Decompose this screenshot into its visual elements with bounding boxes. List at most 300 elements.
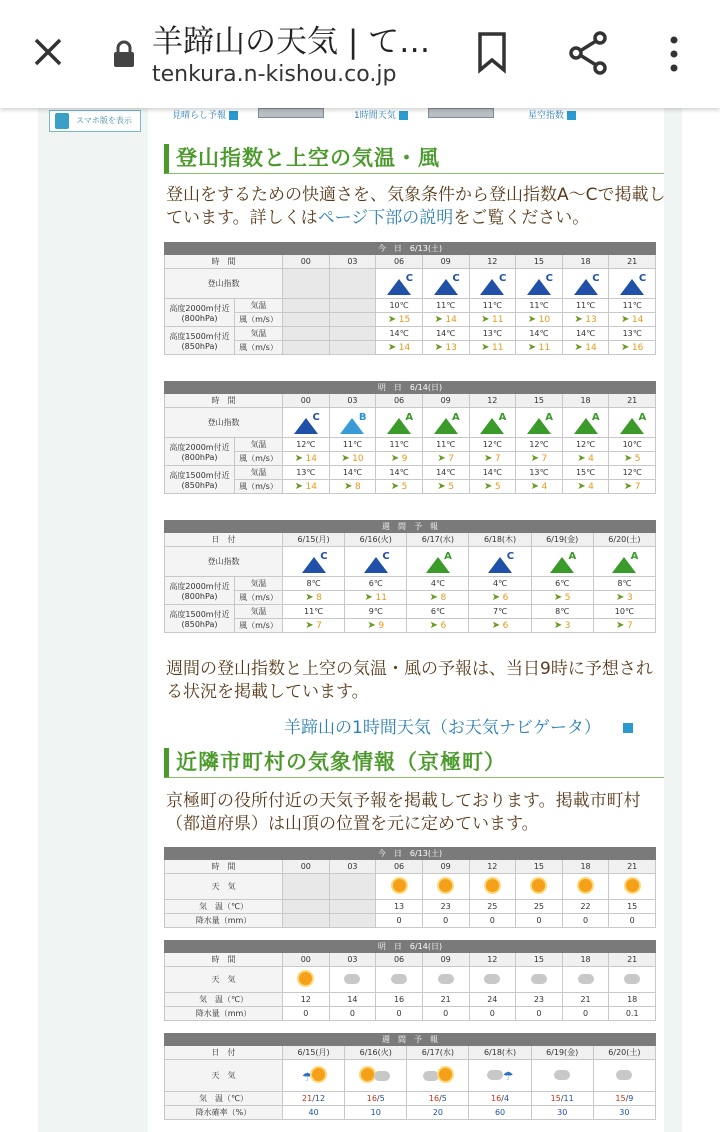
wind-arrow-icon: ➤ xyxy=(434,342,443,353)
row-label: 降水量（mm） xyxy=(165,1007,283,1021)
cell: 14℃ xyxy=(376,327,423,341)
cell: 10℃ xyxy=(593,605,655,619)
table-header xyxy=(165,521,656,533)
cell xyxy=(283,408,330,438)
wind-speed: 7 xyxy=(448,454,455,464)
arrow-icon xyxy=(623,723,633,733)
wind-arrow-icon: ➤ xyxy=(553,620,563,631)
sun-icon xyxy=(486,879,499,892)
column-head: 6/16(火) xyxy=(345,533,407,547)
row-label: 時 間 xyxy=(165,860,283,874)
cell xyxy=(516,452,563,466)
close-icon[interactable] xyxy=(30,34,66,70)
cell: 13℃ xyxy=(283,466,330,480)
row-label: 気 温（℃） xyxy=(165,900,283,914)
cell xyxy=(531,547,593,577)
column-head: 03 xyxy=(329,255,376,269)
cell xyxy=(283,967,330,993)
cell: 25 xyxy=(516,900,563,914)
column-head: 15 xyxy=(516,860,563,874)
cell: 12℃ xyxy=(562,438,609,452)
row-label: 風（m/s） xyxy=(235,341,283,355)
cell xyxy=(593,1060,655,1092)
column-head: 15 xyxy=(516,255,563,269)
wind-speed: 13 xyxy=(585,315,597,325)
cell: 12℃ xyxy=(283,438,330,452)
wind-arrow-icon: ➤ xyxy=(483,453,493,464)
wind-speed: 8 xyxy=(440,593,447,603)
wind-speed: 11 xyxy=(538,343,551,353)
table-header-cell: 週 間 予 報 xyxy=(165,1034,656,1046)
table-row xyxy=(165,480,656,494)
mountain-index-icon: A xyxy=(432,412,460,434)
cell xyxy=(283,341,330,355)
column-head: 00 xyxy=(283,860,330,874)
explanation-link[interactable]: ページ下部の説明 xyxy=(317,208,454,228)
cloud-icon xyxy=(484,974,500,984)
column-head: 21 xyxy=(609,394,656,408)
cell xyxy=(283,452,330,466)
wind-speed: 8 xyxy=(316,593,322,603)
wind-arrow-icon: ➤ xyxy=(616,592,625,603)
cell: 11℃ xyxy=(469,299,516,313)
column-head: 6/18(木) xyxy=(469,1046,531,1060)
cell: 13℃ xyxy=(469,327,516,341)
wind-arrow-icon: ➤ xyxy=(305,592,314,603)
row-label: 高度1500m付近 (850hPa) xyxy=(165,466,235,494)
column-head: 6/15(月) xyxy=(283,1046,345,1060)
column-head: 6/20(土) xyxy=(593,533,655,547)
temp-high: 16 xyxy=(366,1094,377,1103)
wind-arrow-icon: ➤ xyxy=(364,592,373,603)
column-head: 6/16(火) xyxy=(345,1046,407,1060)
wind-speed: 9 xyxy=(378,621,385,631)
mountain-index-icon: C xyxy=(385,273,413,295)
cell: 7℃ xyxy=(469,605,531,619)
cell: 8℃ xyxy=(283,577,345,591)
wind-arrow-icon: ➤ xyxy=(390,481,400,492)
wind-arrow-icon: ➤ xyxy=(527,342,537,353)
wind-speed: 7 xyxy=(316,621,322,631)
row-label: 気温 xyxy=(235,438,283,452)
share-icon[interactable] xyxy=(566,30,610,76)
more-icon[interactable] xyxy=(662,34,686,74)
table-header-cell: 週 間 予 報 xyxy=(165,521,656,533)
wind-arrow-icon: ➤ xyxy=(553,592,563,603)
cell xyxy=(376,874,423,900)
bookmark-icon[interactable] xyxy=(474,30,510,74)
wind-arrow-icon: ➤ xyxy=(491,620,501,631)
town-table-tomorrow xyxy=(164,940,656,1021)
cell xyxy=(329,914,376,928)
wind-arrow-icon: ➤ xyxy=(574,314,583,325)
row-label: 時 間 xyxy=(165,953,283,967)
column-head: 12 xyxy=(469,860,516,874)
cell: 12℃ xyxy=(609,466,656,480)
wind-arrow-icon: ➤ xyxy=(434,314,443,325)
section-heading-mountain: 登山指数と上空の気温・風 xyxy=(164,144,664,174)
cell xyxy=(329,408,376,438)
row-label: 風（m/s） xyxy=(235,313,283,327)
row-label: 登山指数 xyxy=(165,269,283,299)
column-head: 03 xyxy=(329,394,376,408)
wind-speed: 7 xyxy=(541,454,548,464)
cell xyxy=(283,1060,345,1092)
row-label: 高度2000m付近 (800hPa) xyxy=(165,577,235,605)
cell xyxy=(516,269,563,299)
wind-speed: 7 xyxy=(626,621,633,631)
column-head: 6/20(土) xyxy=(593,1046,655,1060)
navigator-link[interactable]: 羊蹄山の1時間天気（お天気ナビゲータ） xyxy=(284,713,633,738)
table-row xyxy=(165,591,656,605)
wind-arrow-icon: ➤ xyxy=(577,453,586,464)
column-head: 21 xyxy=(609,860,656,874)
wind-speed: 5 xyxy=(634,454,641,464)
table-row xyxy=(165,438,656,452)
table-row xyxy=(165,1060,656,1092)
wind-speed: 4 xyxy=(588,454,594,464)
wind-speed: 6 xyxy=(502,621,509,631)
table-row xyxy=(165,1007,656,1021)
column-head: 12 xyxy=(469,394,516,408)
table-row xyxy=(165,577,656,591)
cell: 14℃ xyxy=(329,466,376,480)
wind-arrow-icon: ➤ xyxy=(387,342,397,353)
cell: 0 xyxy=(422,914,469,928)
wind-arrow-icon: ➤ xyxy=(577,481,586,492)
cell xyxy=(329,313,376,327)
mountain-index-icon: A xyxy=(424,551,452,573)
table-row xyxy=(165,1092,656,1106)
cell xyxy=(609,452,656,466)
cell xyxy=(516,480,563,494)
cell xyxy=(345,591,407,605)
cell xyxy=(376,967,423,993)
temp-low: 5 xyxy=(441,1094,447,1103)
week-note: 週間の登山指数と上空の気温・風の予報は、当日9時に予想される状況を掲載しています。 xyxy=(166,659,653,702)
cell xyxy=(329,299,376,313)
cloud-icon xyxy=(487,1070,503,1080)
column-head: 00 xyxy=(283,255,330,269)
wind-speed: 14 xyxy=(305,482,317,492)
mountain-index-icon: A xyxy=(618,412,646,434)
cell xyxy=(407,619,469,633)
cell xyxy=(562,480,609,494)
cell xyxy=(283,299,330,313)
cell: 18 xyxy=(609,993,656,1007)
mountain-index-icon: C xyxy=(525,273,553,295)
wind-speed: 9 xyxy=(401,454,408,464)
wind-speed: 14 xyxy=(398,343,411,353)
cell: 0 xyxy=(609,914,656,928)
cell: 14℃ xyxy=(422,466,469,480)
column-head: 6/17(水) xyxy=(407,533,469,547)
cell xyxy=(407,1060,469,1092)
cell: 16 xyxy=(376,993,423,1007)
cell xyxy=(609,313,656,327)
wind-speed: 8 xyxy=(355,482,361,492)
tab-hourly[interactable]: 1時間天気 xyxy=(354,108,408,121)
cell: 13 xyxy=(376,900,423,914)
row-label: 気温 xyxy=(235,327,283,341)
cell: 14℃ xyxy=(562,327,609,341)
wind-arrow-icon: ➤ xyxy=(530,453,539,464)
wind-arrow-icon: ➤ xyxy=(491,592,501,603)
mountain-index-icon: C xyxy=(572,273,600,295)
wind-speed: 4 xyxy=(541,482,548,492)
table-row xyxy=(165,313,656,327)
table-header xyxy=(165,1034,656,1046)
wind-speed: 6 xyxy=(440,621,447,631)
cell: 11℃ xyxy=(376,438,423,452)
cell: 22 xyxy=(562,900,609,914)
wind-arrow-icon: ➤ xyxy=(481,342,490,353)
temp-high: 16 xyxy=(491,1094,502,1103)
wind-arrow-icon: ➤ xyxy=(616,620,625,631)
cell: 14 xyxy=(329,993,376,1007)
cell xyxy=(283,547,345,577)
cell: 0 xyxy=(469,1007,516,1021)
cell xyxy=(376,408,423,438)
cell xyxy=(329,967,376,993)
arrow-icon xyxy=(229,111,238,120)
wind-arrow-icon: ➤ xyxy=(390,453,400,464)
wind-speed: 7 xyxy=(494,454,501,464)
cell: 0 xyxy=(376,914,423,928)
table-row xyxy=(165,547,656,577)
wind-arrow-icon: ➤ xyxy=(341,453,350,464)
tab-box[interactable] xyxy=(258,108,324,118)
cell xyxy=(329,327,376,341)
column-head: 18 xyxy=(562,255,609,269)
wind-arrow-icon: ➤ xyxy=(530,481,539,492)
cell xyxy=(422,967,469,993)
tab-stars[interactable]: 星空指数 xyxy=(528,108,576,121)
cell xyxy=(329,452,376,466)
mountain-index-icon: A xyxy=(525,412,553,434)
wind-speed: 6 xyxy=(502,593,509,603)
cell: 11℃ xyxy=(283,605,345,619)
cell: 30 xyxy=(593,1106,655,1120)
temp-high: 15 xyxy=(615,1094,626,1103)
cell xyxy=(329,269,376,299)
cell xyxy=(516,313,563,327)
cell xyxy=(283,900,330,914)
cell xyxy=(422,341,469,355)
cell xyxy=(469,269,516,299)
table-row xyxy=(165,860,656,874)
table-row xyxy=(165,993,656,1007)
cell xyxy=(562,452,609,466)
cell xyxy=(469,452,516,466)
cell: 14℃ xyxy=(376,466,423,480)
cell: 16/4 xyxy=(469,1092,531,1106)
cell: 15℃ xyxy=(562,466,609,480)
row-label: 時 間 xyxy=(165,394,283,408)
column-head: 06 xyxy=(376,394,423,408)
cell: 11℃ xyxy=(609,299,656,313)
cell: 14℃ xyxy=(516,327,563,341)
wind-arrow-icon: ➤ xyxy=(429,592,438,603)
page-url[interactable]: tenkura.n-kishou.co.jp xyxy=(152,62,397,87)
cell xyxy=(516,341,563,355)
sun-icon xyxy=(312,1068,325,1081)
tab-view[interactable]: 見晴らし予報 xyxy=(172,108,238,121)
wind-speed: 15 xyxy=(398,315,411,325)
row-label: 時 間 xyxy=(165,255,283,269)
table-header xyxy=(165,941,656,953)
sun-icon xyxy=(393,879,406,892)
wind-arrow-icon: ➤ xyxy=(294,481,303,492)
sub-tabs xyxy=(150,108,664,122)
sun-icon xyxy=(361,1068,374,1081)
cell xyxy=(283,591,345,605)
cell xyxy=(329,480,376,494)
wind-speed: 3 xyxy=(564,621,571,631)
cell: 24 xyxy=(469,993,516,1007)
page-title: 羊蹄山の天気 | て… xyxy=(152,24,431,60)
cell: 0 xyxy=(516,914,563,928)
table-header-cell: 明 日 6/14(日) xyxy=(165,941,656,953)
left-sidebar xyxy=(38,108,148,1132)
cell xyxy=(531,1060,593,1092)
umbrella-icon: ☂ xyxy=(301,1069,313,1084)
smartphone-view-button[interactable]: スマホ版を表示 xyxy=(49,110,141,132)
column-head: 06 xyxy=(376,953,423,967)
cell: 6℃ xyxy=(345,577,407,591)
cell: 10℃ xyxy=(376,299,423,313)
cell xyxy=(469,591,531,605)
table-row xyxy=(165,605,656,619)
table-row xyxy=(165,299,656,313)
sun-icon xyxy=(579,879,592,892)
cell xyxy=(562,269,609,299)
row-label: 気温 xyxy=(235,466,283,480)
cell: 12 xyxy=(283,993,330,1007)
row-label: 登山指数 xyxy=(165,408,283,438)
row-label: 天 気 xyxy=(165,967,283,993)
town-table-today xyxy=(164,847,656,928)
column-head: 00 xyxy=(283,953,330,967)
wind-speed: 14 xyxy=(631,315,644,325)
table-row xyxy=(165,619,656,633)
cell xyxy=(422,452,469,466)
wind-arrow-icon: ➤ xyxy=(437,453,446,464)
wind-speed: 16 xyxy=(631,343,644,353)
wind-arrow-icon: ➤ xyxy=(305,620,314,631)
town-table-week xyxy=(164,1033,656,1120)
cell: 0 xyxy=(562,914,609,928)
wind-arrow-icon: ➤ xyxy=(367,620,376,631)
cell xyxy=(562,408,609,438)
wind-arrow-icon: ➤ xyxy=(620,314,630,325)
cell xyxy=(376,313,423,327)
cell: 14℃ xyxy=(469,466,516,480)
column-head: 6/19(金) xyxy=(531,1046,593,1060)
column-head: 18 xyxy=(562,394,609,408)
cell: 16/5 xyxy=(407,1092,469,1106)
mountain-index-icon: C xyxy=(432,273,460,295)
row-label: 日 付 xyxy=(165,1046,283,1060)
mountain-index-icon: A xyxy=(478,412,506,434)
wind-speed: 11 xyxy=(492,315,504,325)
cell xyxy=(469,408,516,438)
wind-arrow-icon: ➤ xyxy=(294,453,303,464)
cloud-icon xyxy=(374,1071,390,1081)
row-label: 気温 xyxy=(235,605,283,619)
wind-arrow-icon: ➤ xyxy=(483,481,493,492)
mountain-table-week xyxy=(164,520,656,633)
row-label: 高度2000m付近 (800hPa) xyxy=(165,438,235,466)
phone-icon xyxy=(55,113,69,129)
wind-speed: 5 xyxy=(494,482,501,492)
cloud-icon xyxy=(438,974,454,984)
cell: 8℃ xyxy=(593,577,655,591)
cell: 11℃ xyxy=(329,438,376,452)
temp-low: 5 xyxy=(379,1094,385,1103)
cell: 0 xyxy=(422,1007,469,1021)
column-head: 09 xyxy=(422,394,469,408)
cell xyxy=(562,341,609,355)
row-label: 高度1500m付近 (850hPa) xyxy=(165,327,235,355)
tab-box[interactable] xyxy=(428,108,494,118)
sun-icon xyxy=(439,1068,452,1081)
wind-speed: 14 xyxy=(305,454,317,464)
column-head: 15 xyxy=(516,394,563,408)
wind-speed: 5 xyxy=(448,482,455,492)
mountain-table-tomorrow xyxy=(164,381,656,494)
cell xyxy=(593,547,655,577)
cell xyxy=(469,1060,531,1092)
cell xyxy=(469,619,531,633)
cell xyxy=(516,874,563,900)
cloud-icon xyxy=(391,974,407,984)
cell: 0.1 xyxy=(609,1007,656,1021)
wind-speed: 11 xyxy=(375,593,387,603)
table-row xyxy=(165,967,656,993)
right-margin xyxy=(664,108,682,1132)
temp-low: 4 xyxy=(503,1094,510,1103)
wind-speed: 3 xyxy=(626,593,633,603)
table-row xyxy=(165,533,656,547)
wind-arrow-icon: ➤ xyxy=(623,481,633,492)
wind-speed: 5 xyxy=(564,593,571,603)
section-description: 登山をするための快適さを、気象条件から登山指数A〜Cで掲載しています。詳しくはページ下部の説明をご覧ください。 xyxy=(166,185,666,228)
cell xyxy=(609,269,656,299)
cell: 0 xyxy=(283,1007,330,1021)
cell: 6℃ xyxy=(407,605,469,619)
temp-high: 16 xyxy=(428,1094,440,1103)
cell xyxy=(609,408,656,438)
cell xyxy=(283,874,330,900)
cloud-icon xyxy=(531,974,547,984)
cell: 13℃ xyxy=(516,466,563,480)
cell xyxy=(422,874,469,900)
web-content xyxy=(0,108,720,1132)
row-label: 高度2000m付近 (800hPa) xyxy=(165,299,235,327)
cell: 30 xyxy=(531,1106,593,1120)
wind-speed: 10 xyxy=(352,454,364,464)
cell xyxy=(516,408,563,438)
row-label: 登山指数 xyxy=(165,547,283,577)
mountain-index-icon: A xyxy=(610,551,638,573)
umbrella-icon: ☂ xyxy=(502,1068,514,1083)
cell: 11℃ xyxy=(562,299,609,313)
cell xyxy=(283,619,345,633)
row-label: 風（m/s） xyxy=(235,452,283,466)
cell: 15/11 xyxy=(531,1092,593,1106)
cell: 0 xyxy=(469,914,516,928)
